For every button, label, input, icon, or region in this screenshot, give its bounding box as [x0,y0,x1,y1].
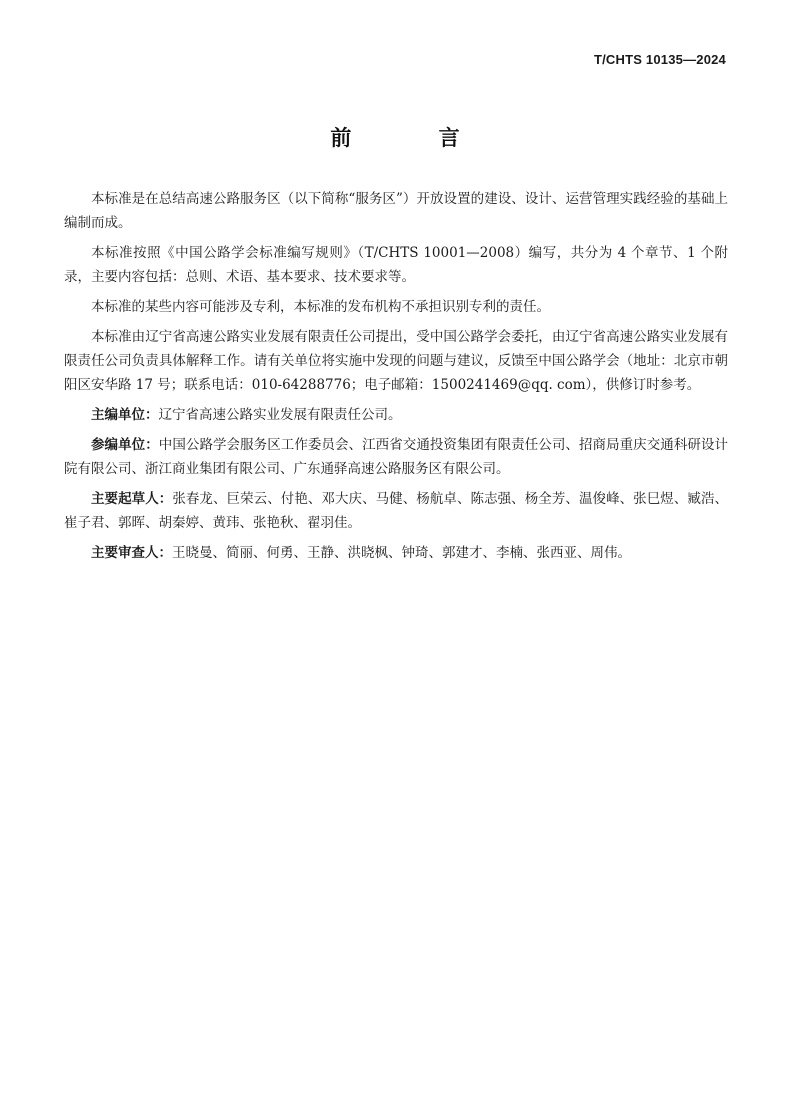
page-title: 前 言 [330,126,500,150]
preface-body [64,187,728,571]
credit-value: 辽宁省高速公路实业发展有限责任公司。 [158,407,402,423]
paragraph-patent: 本标准的某些内容可能涉及专利，本标准的发布机构不承担识别专利的责任。 [91,299,550,315]
standard-code: T/CHTS 10135—2024 [593,52,726,67]
credit-reviewers [64,541,728,565]
credit-value: 王晓曼、简丽、何勇、王静、洪晓枫、钟琦、郭建才、李楠、张西亚、周伟。 [172,545,631,561]
credit-label: 主要审查人： [91,545,172,561]
paragraph-feedback: 本标准由辽宁省高速公路实业发展有限责任公司提出，受中国公路学会委托，由辽宁省高速公路实业发展有限责任公司负责具体解释工作。请有关单位将实施中发现的问题与建议，反馈至中国公路学会（地址：北京市朝阳区安华路 17 号；联系电话：010-64288776；电子邮箱：1500241469@qq. com），供修订时参考。 [64,329,728,393]
credit-chief-editor [64,403,728,427]
credit-label: 主编单位： [91,407,159,423]
credit-value: 张春龙、巨荣云、付艳、邓大庆、马健、杨航卓、陈志强、杨全芳、温俊峰、张巳煜、臧浩、崔子君、郭晖、胡秦婷、黄玮、张艳秋、翟羽佳。 [64,491,729,531]
credit-label: 主要起草人： [91,491,173,507]
credit-label: 参编单位： [91,437,159,453]
paragraph-structure: 本标准按照《中国公路学会标准编写规则》（T/CHTS 10001—2008）编写，共分为 4 个章节、1 个附录，主要内容包括：总则、术语、基本要求、技术要求等。 [64,245,728,285]
paragraph-basis: 本标准是在总结高速公路服务区（以下简称“服务区”）开放设置的建设、设计、运营管理实践经验的基础上编制而成。 [64,191,728,231]
credit-drafters [64,487,728,535]
credit-participating [64,433,728,481]
credit-value: 中国公路学会服务区工作委员会、江西省交通投资集团有限责任公司、招商局重庆交通科研设计院有限公司、浙江商业集团有限公司、广东通驿高速公路服务区有限公司。 [64,437,729,477]
